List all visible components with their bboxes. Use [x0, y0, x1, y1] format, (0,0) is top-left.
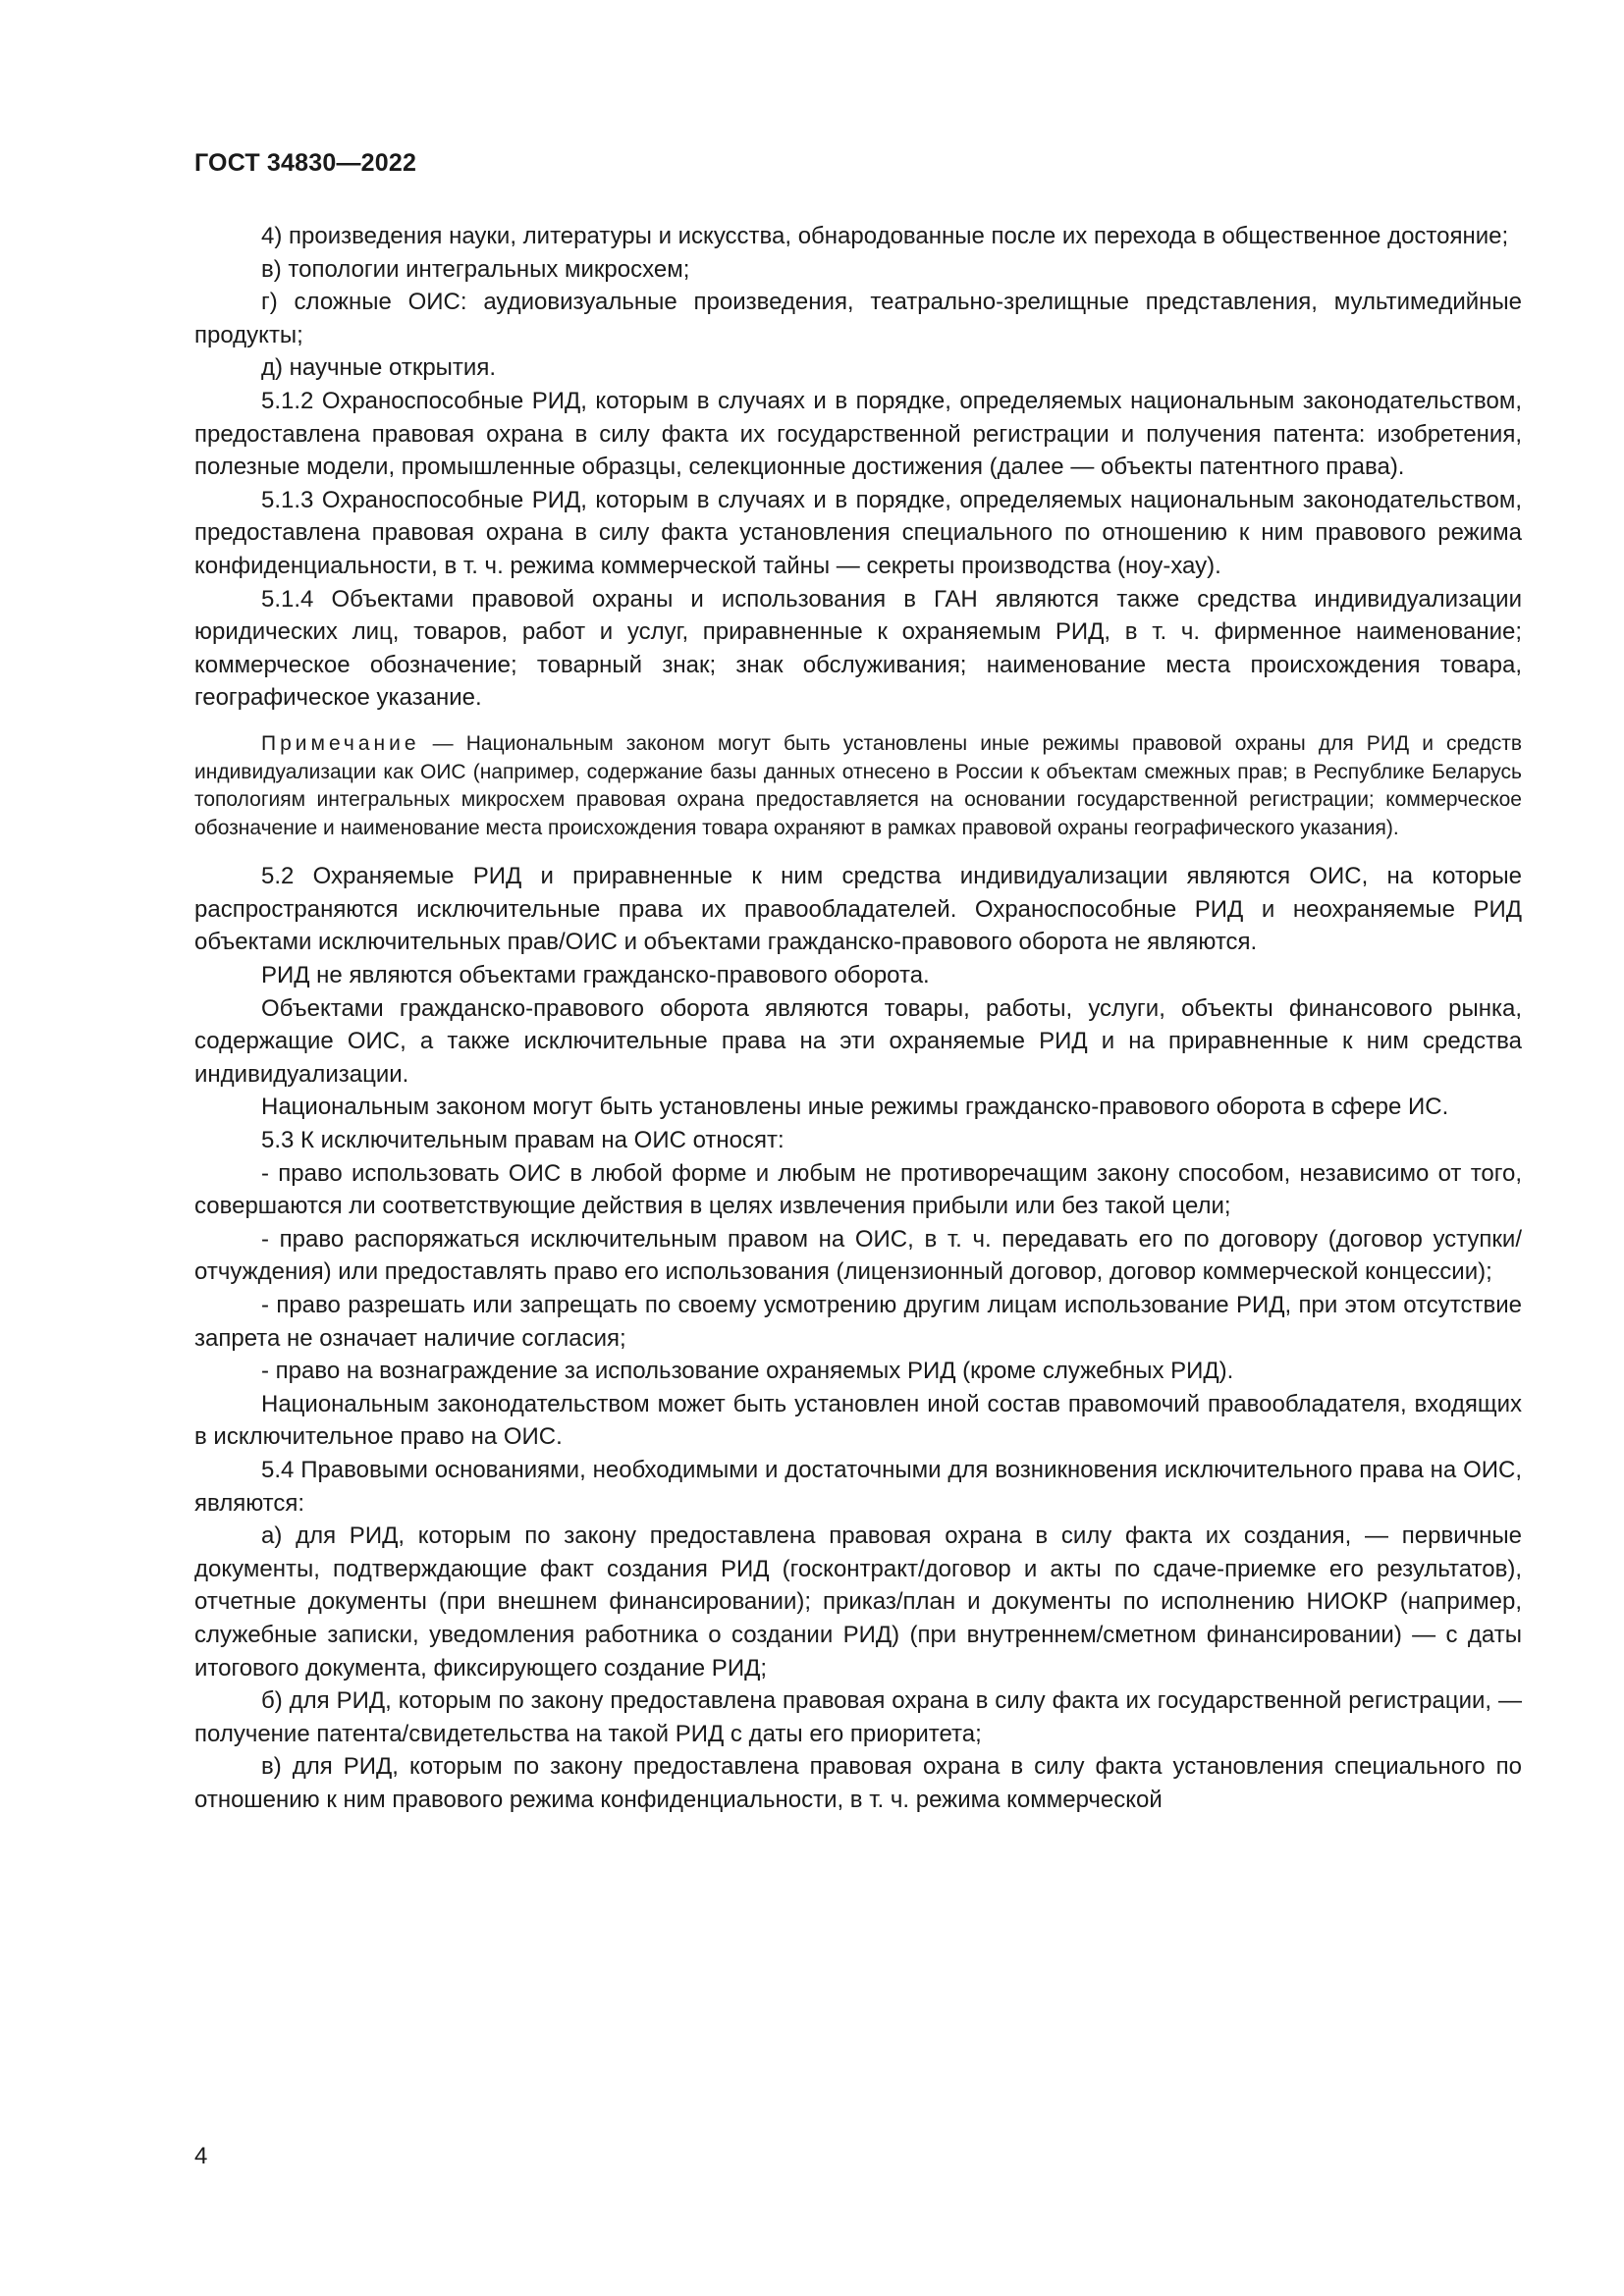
paragraph: а) для РИД, которым по закону предоставлена правовая охрана в силу факта их создания, — первичные документы, подтверждающие факт создания РИД (госконтракт/договор и акты по сдаче-приемке его результатов), отчетные документы (при внешнем финансировании); приказ/план и документы по исполнению НИОКР (например, служебные записки, уведомления работника о создании РИД) (при внутреннем/сметном финансировании) — с даты итогового документа, фиксирующего создание РИД;: [194, 1522, 1522, 1682]
note-text: — Национальным законом могут быть установлены иные режимы правовой охраны для РИД и средств индивидуализации как ОИС (например, содержание базы данных отнесено в России к объектам смежных прав; в Республике Беларусь топологиям интегральных микросхем правовая охрана предоставляется на основании государственной регистрации; коммерческое обозначение и наименование места происхождения товара охраняют в рамках правовой охраны географического указания).: [194, 731, 1522, 839]
paragraph: 5.4 Правовыми основаниями, необходимыми и достаточными для возникновения исключительного права на ОИС, являются:: [194, 1456, 1522, 1517]
paragraph: в) топологии интегральных микросхем;: [261, 255, 690, 283]
paragraph: в) для РИД, которым по закону предоставлена правовая охрана в силу факта установления специального по отношению к ним правового режима конфиденциальности, в т. ч. режима коммерческой: [194, 1753, 1522, 1813]
paragraph: 5.1.2 Охраноспособные РИД, которым в случаях и в порядке, определяемых национальным законодательством, предоставлена правовая охрана в силу факта их государственной регистрации и получения патента: изобретения, полезные модели, промышленные образцы, селекционные достижения (далее — объекты патентного права).: [194, 387, 1522, 481]
note-label: Примечание: [261, 731, 420, 755]
paragraph: 5.2 Охраняемые РИД и приравненные к ним средства индивидуализации являются ОИС, на которые распространяются исключительные права их правообладателей. Охраноспособные РИД и неохраняемые РИД объектами исключительных прав/ОИС и объектами гражданско-правового оборота не являются.: [194, 863, 1522, 956]
paragraph: РИД не являются объектами гражданско-правового оборота.: [261, 962, 930, 989]
paragraph: 5.3 К исключительным правам на ОИС относят:: [261, 1127, 785, 1154]
paragraph: - право разрешать или запрещать по своему усмотрению другим лицам использование РИД, при этом отсутствие запрета не означает наличие согласия;: [194, 1292, 1522, 1352]
paragraph: - право использовать ОИС в любой форме и любым не противоречащим закону способом, независимо от того, совершаются ли соответствующие действия в целях извлечения прибыли или без такой цели;: [194, 1159, 1522, 1220]
document-header: ГОСТ 34830—2022: [194, 149, 417, 177]
note-block: [194, 730, 1522, 842]
paragraph: 4) произведения науки, литературы и искусства, обнародованные после их перехода в общественное достояние;: [261, 223, 1509, 249]
paragraph: г) сложные ОИС: аудиовизуальные произведения, театрально-зрелищные представления, мультимедийные продукты;: [194, 289, 1522, 348]
page-number: 4: [194, 2143, 208, 2169]
paragraph: 5.1.3 Охраноспособные РИД, которым в случаях и в порядке, определяемых национальным законодательством, предоставлена правовая охрана в силу факта установления специального по отношению к ним правового режима конфиденциальности, в т. ч. режима коммерческой тайны — секреты производства (ноу-хау).: [194, 486, 1522, 579]
paragraph: - право на вознаграждение за использование охраняемых РИД (кроме служебных РИД).: [261, 1358, 1234, 1385]
paragraph: Объектами гражданско-правового оборота являются товары, работы, услуги, объекты финансового рынка, содержащие ОИС, а также исключительные права на эти охраняемые РИД и на приравненные к ним средства индивидуализации.: [194, 994, 1522, 1088]
note-paragraph: [194, 730, 1522, 842]
paragraph: Национальным законодательством может быть установлен иной состав правомочий правообладателя, входящих в исключительное право на ОИС.: [194, 1390, 1522, 1451]
paragraph: 5.1.4 Объектами правовой охраны и использования в ГАН являются также средства индивидуализации юридических лиц, товаров, работ и услуг, приравненные к охраняемым РИД, в т. ч. фирменное наименование; коммерческое обозначение; товарный знак; знак обслуживания; наименование места происхождения товара, географическое указание.: [194, 585, 1522, 712]
paragraph: - право распоряжаться исключительным правом на ОИС, в т. ч. передавать его по договору (договор уступки/отчуждения) или предоставлять право его использования (лицензионный договор, договор коммерческой концессии);: [194, 1225, 1522, 1286]
paragraph: д) научные открытия.: [261, 354, 496, 382]
paragraph: б) для РИД, которым по закону предоставлена правовая охрана в силу факта их государственной регистрации, — получение патента/свидетельства на такой РИД с даты его приоритета;: [194, 1687, 1522, 1747]
document-body: [194, 220, 1522, 1817]
paragraph: Национальным законом могут быть установлены иные режимы гражданско-правового оборота в сфере ИС.: [261, 1094, 1449, 1121]
